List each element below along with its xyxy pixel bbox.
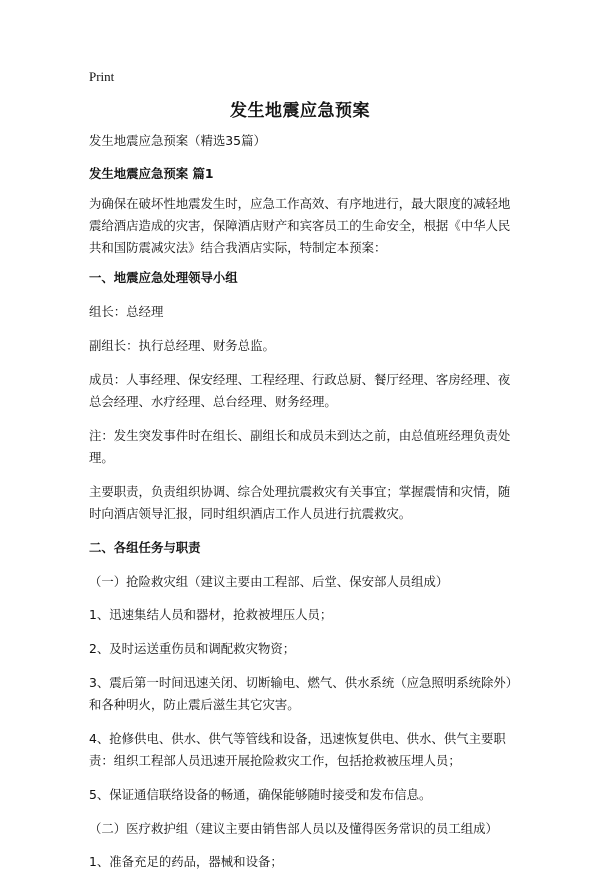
leader-line: 组长：总经理 [89, 304, 164, 319]
main-duty-paragraph: 主要职责，负责组织协调、综合处理抗震救灾有关事宜；掌握震情和灾情，随时向酒店领导汇报，同时组织酒店工作人员进行抗震救灾。 [89, 484, 511, 521]
section-heading-2: 二、各组任务与职责 [89, 540, 201, 555]
document-title: 发生地震应急预案 [230, 101, 370, 121]
group-heading-rescue: （一）抢险救灾组（建议主要由工程部、后堂、保安部人员组成） [89, 574, 449, 589]
document-subtitle: 发生地震应急预案（精选35篇） [89, 133, 266, 148]
note-paragraph: 注：发生突发事件时在组长、副组长和成员未到达之前，由总值班经理负责处理。 [89, 428, 511, 465]
members-paragraph: 成员：人事经理、保安经理、工程经理、行政总厨、餐厅经理、客房经理、夜总会经理、水疗经理、总台经理、财务经理。 [89, 372, 511, 409]
list-item: 1、准备充足的药品，器械和设备； [89, 854, 283, 869]
deputy-leader-line: 副组长：执行总经理、财务总监。 [89, 338, 275, 353]
group-heading-medical: （二）医疗救护组（建议主要由销售部人员以及懂得医务常识的员工组成） [89, 821, 498, 836]
document-body [89, 130, 521, 885]
section-heading-1: 一、地震应急处理领导小组 [89, 270, 238, 285]
list-item: 5、保证通信联络设备的畅通，确保能够随时接受和发布信息。 [89, 787, 432, 802]
part-title: 发生地震应急预案 篇1 [89, 166, 214, 181]
print-link[interactable]: Print [89, 69, 115, 84]
list-item: 4、抢修供电、供水、供气等管线和设备，迅速恢复供电、供水、供气主要职责：组织工程部人员迅速开展抢险救灾工作，包括抢救被压埋人员； [89, 731, 506, 768]
list-item: 2、及时运送重伤员和调配救灾物资； [89, 641, 296, 656]
list-item: 3、震后第一时间迅速关闭、切断输电、燃气、供水系统（应急照明系统除外）和各种明火，防止震后滋生其它灾害。 [89, 675, 519, 712]
list-item: 1、迅速集结人员和器材，抢救被埋压人员； [89, 607, 333, 622]
intro-paragraph: 为确保在破坏性地震发生时，应急工作高效、有序地进行，最大限度的减轻地震给酒店造成的灾害，保障酒店财产和宾客员工的生命安全，根据《中华人民共和国防震减灾法》结合我酒店实际，特制定本预案： [89, 196, 511, 255]
